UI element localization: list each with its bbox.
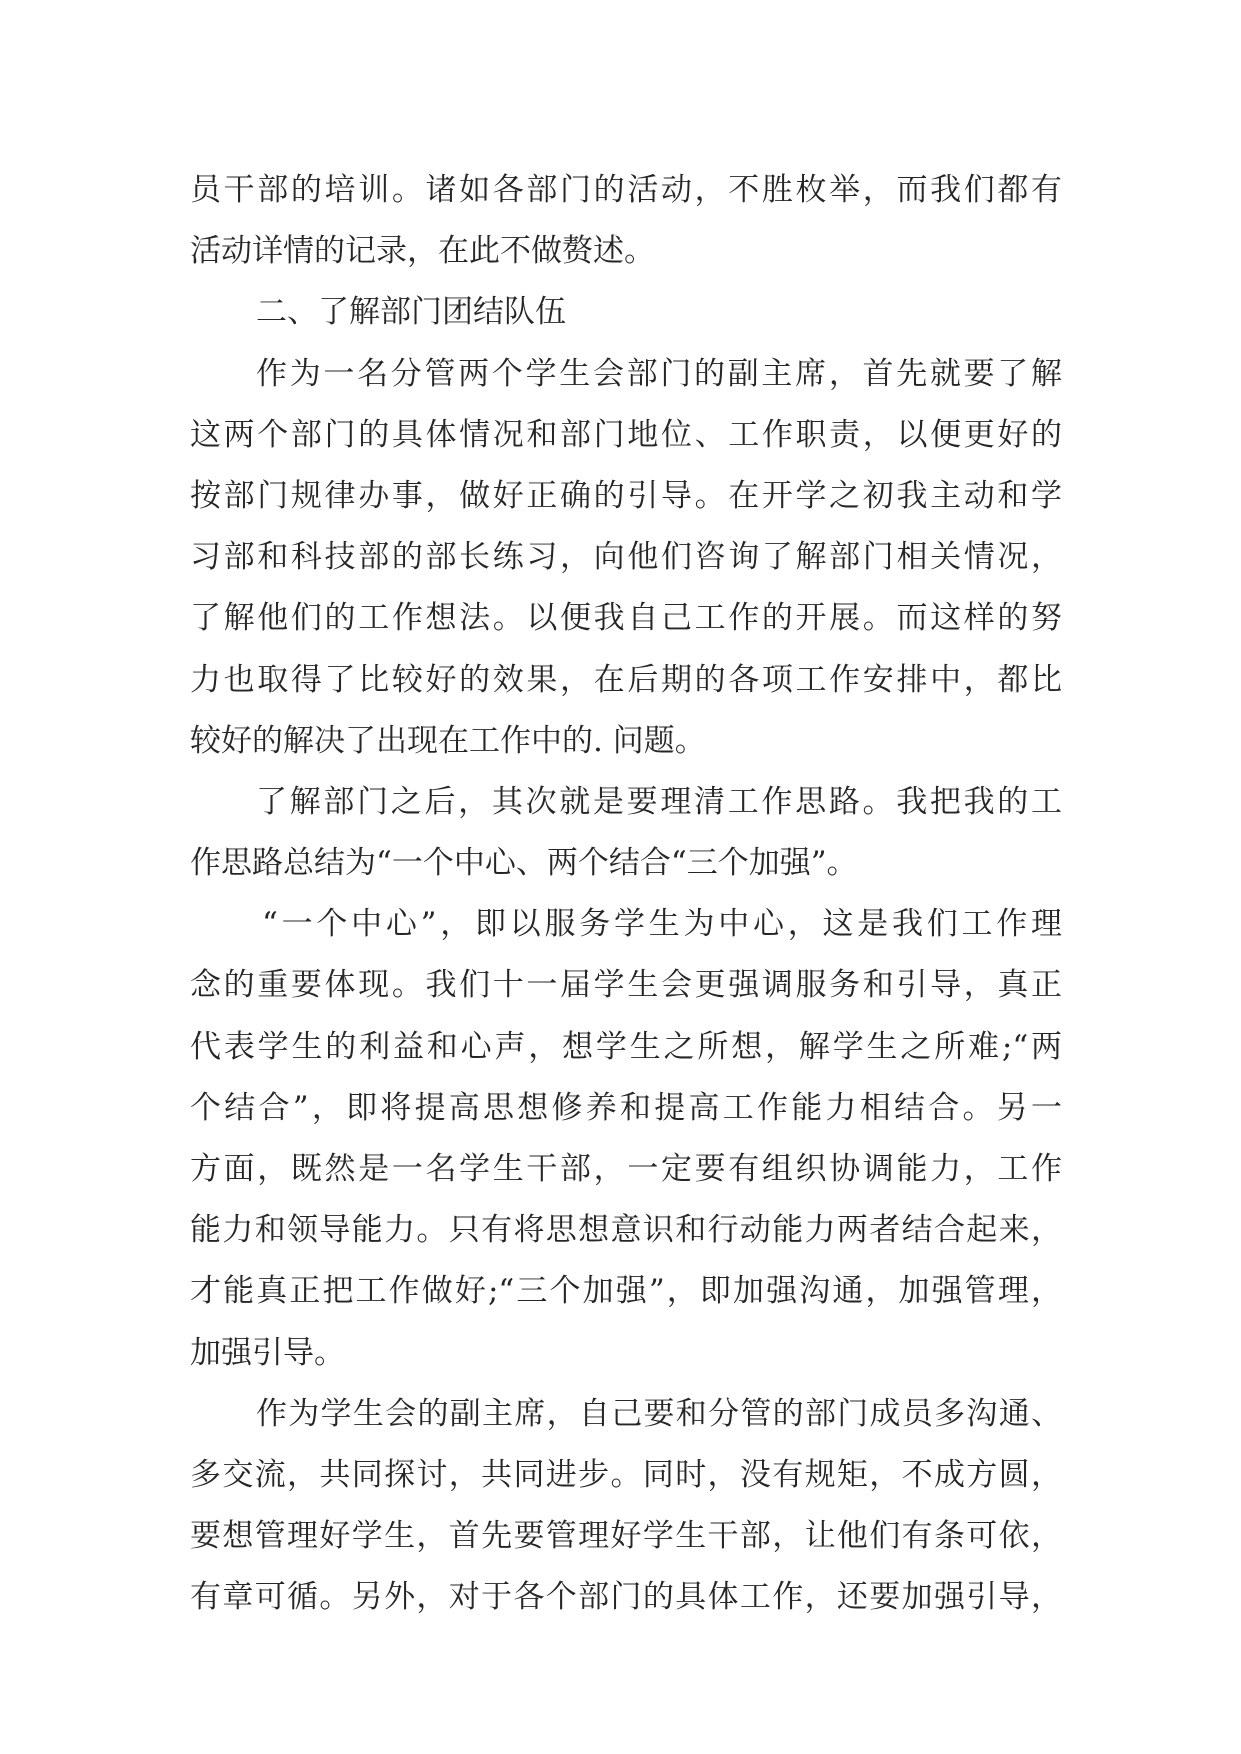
text-line: “一个中心”，即以服务学生为中心，这是我们工作理 xyxy=(262,906,1062,943)
text-line: 较好的解决了出现在工作中的. 问题。 xyxy=(190,722,706,759)
text-line: 代表学生的利益和心声，想学生之所想，解学生之所难;“两 xyxy=(190,1028,1062,1065)
text-line: 作为一名分管两个学生会部门的副主席，首先就要了解 xyxy=(256,355,1062,392)
text-line: 员干部的培训。诸如各部门的活动，不胜枚举，而我们都有 xyxy=(190,172,1062,208)
section-heading: 二、了解部门团结队伍 xyxy=(256,294,566,331)
text-line: 有章可循。另外，对于各个部门的具体工作，还要加强引导， xyxy=(190,1579,1062,1616)
text-line: 这两个部门的具体情况和部门地位、工作职责，以便更好的 xyxy=(190,416,1062,453)
text-line: 作思路总结为“一个中心、两个结合“三个加强”。 xyxy=(190,845,858,882)
text-line: 能力和领导能力。只有将思想意识和行动能力两者结合起来， xyxy=(190,1212,1062,1249)
text-line: 了解他们的工作想法。以便我自己工作的开展。而这样的努 xyxy=(190,600,1062,637)
text-line: 要想管理好学生，首先要管理好学生干部，让他们有条可依， xyxy=(190,1518,1062,1555)
text-line: 作为学生会的副主席，自己要和分管的部门成员多沟通、 xyxy=(256,1395,1062,1432)
text-line: 方面，既然是一名学生干部，一定要有组织协调能力，工作 xyxy=(190,1151,1062,1187)
text-line: 习部和科技部的部长练习，向他们咨询了解部门相关情况， xyxy=(190,539,1062,576)
text-line: 才能真正把工作做好;“三个加强”，即加强沟通，加强管理， xyxy=(190,1273,1062,1310)
text-line: 念的重要体现。我们十一届学生会更强调服务和引导，真正 xyxy=(190,967,1062,1004)
text-line: 力也取得了比较好的效果，在后期的各项工作安排中，都比 xyxy=(190,661,1062,698)
text-line: 加强引导。 xyxy=(190,1334,345,1371)
text-line: 按部门规律办事，做好正确的引导。在开学之初我主动和学 xyxy=(190,477,1062,514)
text-line: 多交流，共同探讨，共同进步。同时，没有规矩，不成方圆， xyxy=(190,1456,1062,1493)
text-line: 个结合”，即将提高思想修养和提高工作能力相结合。另一 xyxy=(190,1089,1062,1126)
text-line: 了解部门之后，其次就是要理清工作思路。我把我的工 xyxy=(256,783,1062,820)
text-line: 活动详情的记录，在此不做赘述。 xyxy=(190,233,655,270)
body-text xyxy=(190,160,1062,1629)
